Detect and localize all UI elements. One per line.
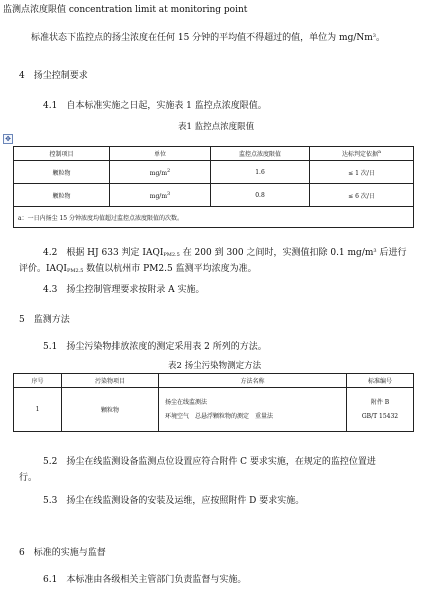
clause-4-2-line2 <box>19 261 257 274</box>
definition-end: 。 <box>375 33 385 43</box>
table2-standard-line1: 附件 B <box>370 398 390 406</box>
table1-cell-unit-text: mg/m <box>149 192 168 200</box>
clause-5-2-line1: 5.2 扬尘在线监测设备监测点位设置应符合附件 C 要求实施，在规定的监控位置进 <box>43 457 376 467</box>
table1-header-unit: 单位 <box>110 147 211 161</box>
table1-cell-unit-sup: 2 <box>167 167 171 174</box>
table1-note-row <box>14 207 414 228</box>
clause-4-2-sup: 3 <box>373 248 377 254</box>
table1-caption: 表1 监控点浓度限值 <box>178 122 255 132</box>
table1-header-criterion <box>310 147 414 161</box>
table1-header-criterion-text: 达标判定依据 <box>342 151 379 158</box>
section-4-heading: 4 扬尘控制要求 <box>19 71 88 81</box>
clause-5-3: 5.3 扬尘在线监测设备的安装及运维，应按照附件 D 要求实施。 <box>43 496 305 506</box>
section-5-heading: 5 监测方法 <box>19 315 70 325</box>
table2-caption: 表2 扬尘污染物测定方法 <box>168 361 262 371</box>
section-6-heading: 6 标准的实施与监督 <box>19 548 106 558</box>
table1-header-limit: 监控点浓度限值 <box>211 147 310 161</box>
table2-cell-no: 1 <box>14 388 62 432</box>
table-row <box>14 161 414 184</box>
clause-4-2-line2-b: 数值以杭州市 PM2.5 监测平均浓度为准。 <box>83 264 257 274</box>
definition-text: 标准状态下监控点的扬尘浓度在任何 15 分钟的平均值不得超过的值，单位为 mg/Nm <box>31 33 373 43</box>
table1-cell-unit-sup: 3 <box>167 190 171 197</box>
table2-cell-method <box>159 388 347 432</box>
clause-4-1: 4.1 自本标准实施之日起，实施表 1 监控点浓度限值。 <box>43 101 267 111</box>
clause-4-2-sub1: PM2.5 <box>163 252 180 258</box>
table1-cell-criterion: ≤ 6 次/日 <box>310 184 414 207</box>
section-header-title-en: concentration limit at monitoring point <box>68 5 248 15</box>
table2-header-no: 序号 <box>14 374 62 388</box>
table2-cell-standard <box>347 388 414 432</box>
table2-measurement-methods <box>13 373 414 432</box>
table1-cell-limit: 0.8 <box>211 184 310 207</box>
table2-cell-item: 颗粒物 <box>62 388 159 432</box>
table2-header-method: 方法名称 <box>159 374 347 388</box>
section-header-title <box>3 2 247 15</box>
clause-4-2-line2-a: 评价。IAQI <box>19 264 67 274</box>
definition-sup: 3 <box>372 33 376 39</box>
clause-5-2-line2: 行。 <box>19 473 38 483</box>
table1-cell-unit <box>110 161 211 184</box>
table2-header-standard: 标准编号 <box>347 374 414 388</box>
table1-cell-unit <box>110 184 211 207</box>
table2-standard-line2: GB/T 15432 <box>361 412 399 420</box>
table-row <box>14 388 414 432</box>
section-header-bar <box>0 0 427 14</box>
table2-header-row <box>14 374 414 388</box>
definition-paragraph <box>31 30 385 43</box>
table1-note: a：一日内扬尘 15 分钟浓度均值超过监控点浓度限值的次数。 <box>14 207 414 228</box>
table1-cell-item: 颗粒物 <box>14 161 110 184</box>
table1-header-row <box>14 147 414 161</box>
clause-4-2-line1-b: 在 200 到 300 之间时，实测值扣除 0.1 mg/m <box>179 248 374 258</box>
table1-header-criterion-note-mark: a <box>378 149 381 155</box>
table2-method-line2: 环境空气 总悬浮颗粒物的测定 重量法 <box>165 412 274 420</box>
table1-cell-item: 颗粒物 <box>14 184 110 207</box>
clause-4-2-line1-c: 后进行 <box>376 248 407 258</box>
clause-4-2-sub2: PM2.5 <box>67 268 84 274</box>
table2-method-line1: 扬尘在线监测法 <box>165 398 208 406</box>
clause-5-1: 5.1 扬尘污染物排放浓度的测定采用表 2 所列的方法。 <box>43 342 267 352</box>
table1-cell-unit-text: mg/m <box>149 169 168 177</box>
section-header-title-cn: 监测点浓度限值 <box>3 5 67 15</box>
table1-cell-limit: 1.6 <box>211 161 310 184</box>
table1-concentration-limits <box>13 146 414 228</box>
clause-4-2-line1 <box>43 245 406 258</box>
table1-cell-criterion: ≤ 1 次/日 <box>310 161 414 184</box>
table2-header-item: 污染物项目 <box>62 374 159 388</box>
table1-header-item: 控制项目 <box>14 147 110 161</box>
clause-6-1: 6.1 本标准由各级相关主管部门负责监督与实施。 <box>43 575 247 585</box>
clause-4-3: 4.3 扬尘控制管理要求按附录 A 实施。 <box>43 285 205 295</box>
clause-4-2-line1-a: 4.2 根据 HJ 633 判定 IAQI <box>43 248 164 258</box>
move-cross-icon[interactable]: ✥ <box>3 134 13 144</box>
table-row <box>14 184 414 207</box>
